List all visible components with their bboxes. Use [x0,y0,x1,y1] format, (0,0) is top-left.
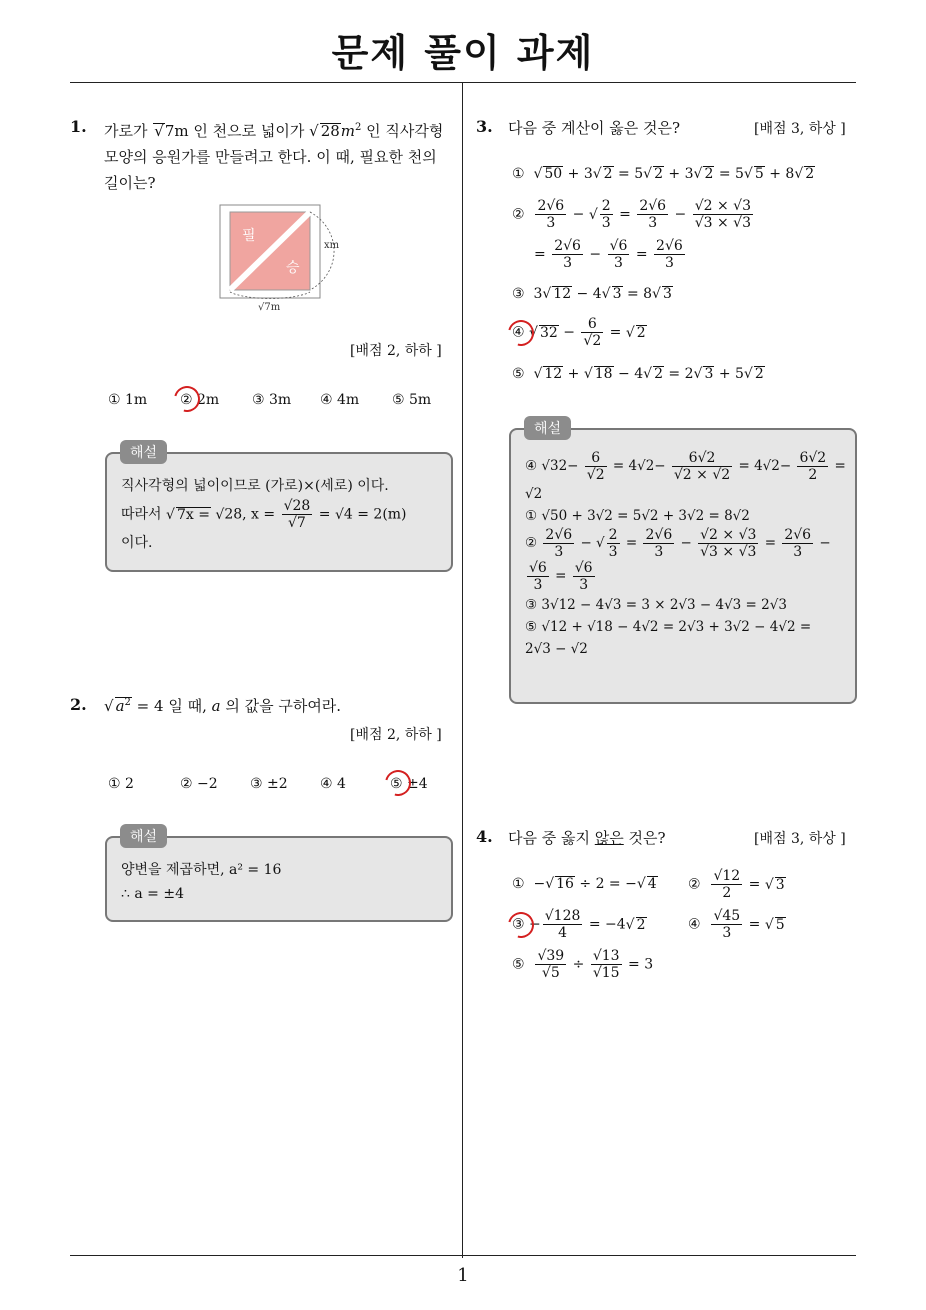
q3-explain-2: ② $\frac{2√6}{3}$ − √ $\frac{2}{3}$ = $\frac{2√6}{3}$ − $\frac{√2 \times √3}{√3 \times √3}$ = $\frac{2√6}{3}$ − [525,527,831,561]
q4-text-c: 것은? [623,829,666,847]
header-rule [70,82,856,83]
q1-figure [212,200,352,315]
page-title: 문제 풀이 과제 [331,31,595,75]
q1-text-b: 7m 인 천으로 넓이가 [164,122,305,140]
q1-number: 1. [70,117,87,136]
figure-side-label: xm [324,240,340,251]
q1-explain-box [105,452,453,572]
q1-text-d: 인 직사각형 [366,122,444,140]
q1-explain-root-b [215,507,224,523]
q1-choice-5[interactable]: ⑤ 5m [392,392,432,408]
q4-choice-5[interactable]: ⑤ $\frac{√39}{√5}$ ÷ $\frac{√13}{√15}$ = 3 [512,948,654,982]
q1-answer-mark [169,381,205,417]
q4-choice-1[interactable]: ① −√ 16 ÷ 2 = −√ 4 [512,876,658,892]
footer-rule [70,1255,856,1256]
q1-explain-root-c [335,507,344,523]
column-divider [462,83,463,1258]
q1-explain-fraction: $\frac{√28}{√7}$ [283,498,311,532]
q3-explain-4: ④ √32− $\frac{6}{√2}$ = 4√2− $\frac{6√2}{√2 \times √2}$ = 4√2− $\frac{6√2}{2}$ = [525,450,846,484]
q1-score: [배점 2, 하하 ] [350,343,442,359]
q1-explain-line2-d: = [318,506,335,523]
q2-text-c: 의 값을 구하여라. [220,697,342,715]
q2-score: [배점 2, 하하 ] [350,727,442,743]
q4-text-underlined: 않은 [594,829,624,847]
q1-line2: 모양의 응원가를 만들려고 한다. 이 때, 필요한 천의 [104,148,437,166]
q1-choice-1[interactable]: ① 1m [108,392,148,408]
q1-text-a: 가로가 [104,122,148,140]
q3-score: [배점 3, 하상 ] [754,121,846,137]
q3-choice-5[interactable]: ⑤ √ 12 + √ 18 − 4√ 2 = 2√ 3 + 5√ 2 [512,366,765,382]
q3-explain-2-cont: $\frac{√6}{3}$ = $\frac{√6}{3}$ [529,560,593,594]
q3-explain-tag: 해설 [524,416,571,440]
q3-number: 3. [476,117,493,136]
q1-text: 가로가 √ 7m 인 천으로 넓이가 √ $28m^2$ 인 직사각형 모양의 응원가를 만들려고 한다. 이 때, 필요한 천의 길이는? [104,115,454,196]
q4-choice-3[interactable]: ③ − $\frac{√128}{4}$ = −4√ 2 [512,908,647,941]
q2-number: 2. [70,695,87,714]
q3-choice-3[interactable]: ③ 3√ 12 − 4√ 3 = 8√ 3 [512,286,673,302]
q4-choice-4[interactable]: ④ $\frac{√45}{3}$ = √ 5 [688,908,786,941]
q4-score: [배점 3, 하상 ] [754,831,846,847]
q3-choice-2[interactable]: ② $\frac{2√6}{3}$ − √ $\frac{2}{3}$ = $\frac{2√6}{3}$ − $\frac{√2 \times √3}{√3 \times √3}$ [512,198,755,231]
figure-bottom-label: √7m [258,302,281,313]
q1-explain-line2-c: 28, x = [224,506,280,523]
flag-bottom-char: 승 [286,260,300,276]
q3-text: 다음 중 계산이 옳은 것은? [508,119,681,137]
q1-explain-root-a [166,507,175,523]
q2-text-b: a [211,697,221,715]
q1-choice-3[interactable]: ③ 3m [252,392,292,408]
flag-diagram [212,200,352,315]
q3-explain-1: ① √50 + 3√2 = 5√2 + 3√2 = 8√2 [525,508,750,525]
q4-choice-2[interactable]: ② $\frac{√12}{2}$ = √ 3 [688,868,786,901]
q1-sqrt28: 28 [320,122,340,140]
q1-explain-tag: 해설 [120,440,167,464]
q3-explain-5: ⑤ √12 + √18 − 4√2 = 2√3 + 3√2 − 4√2 = [525,618,812,635]
q2-choice-3[interactable]: ③ ±2 [250,776,288,792]
flag-top-char: 필 [242,228,256,244]
q3-choice-2-cont: = $\frac{2√6}{3}$ − $\frac{√6}{3}$ = $\frac{2√6}{3}$ [534,238,683,272]
q2-choice-2[interactable]: ② −2 [180,776,218,792]
q1-explain-line2 [121,498,437,531]
q1-explain-line2-b: 7x = [176,506,210,523]
q4-text [508,825,666,851]
q2-answer-mark [380,765,416,801]
q2-text: √ $a^2 = 4$ 일 때, a 의 값을 구하여라. [104,693,454,719]
q2-root-symbol [104,697,114,715]
q1-choice-2[interactable]: ② 2m [180,392,220,408]
q3-explain-4-cont: √2 [525,486,543,503]
q1-sqrt7 [153,123,165,140]
q2-choice-5[interactable]: ⑤ ±4 [390,776,428,792]
q4-number: 4. [476,827,493,846]
q3-choice-1[interactable]: ① √ 50 + 3√ 2 = 5√ 2 + 3√ 2 = 5√ 5 + 8√ 2 [512,166,815,182]
q4-text-a: 다음 중 옳지 [508,829,595,847]
q1-explain-line1: 직사각형의 넓이이므로 (가로)×(세로) 이다. [121,478,389,494]
q2-text-a: = 4 일 때, [136,697,212,715]
page-number: 1 [457,1265,469,1286]
q1-line3: 길이는? [104,174,156,192]
q1-root-symbol [309,122,319,140]
q3-explain-5-cont: 2√3 − √2 [525,640,588,657]
q1-explain-line3: 이다. [121,535,153,552]
q3-explain-3: ③ 3√12 − 4√3 = 3 × 2√3 − 4√3 = 2√3 [525,596,787,613]
q2-explain-line1: 양변을 제곱하면, a² = 16 [121,862,282,878]
q3-choice-4[interactable]: ④ √ 32 − $\frac{6}{√2}$ = √ 2 [512,316,647,349]
q1-explain-line2-e: 4 = 2(m) [343,506,407,523]
q2-explain-tag: 해설 [120,824,167,848]
q1-choice-4[interactable]: ④ 4m [320,392,360,408]
q2-choice-4[interactable]: ④ 4 [320,776,346,792]
q2-explain-box [105,836,453,922]
q3-explain-box [509,428,857,704]
q1-explain-line2-a: 따라서 [121,506,162,523]
q2-explain-line2: ∴ a = ±4 [121,886,184,902]
q2-choice-1[interactable]: ① 2 [108,776,134,792]
